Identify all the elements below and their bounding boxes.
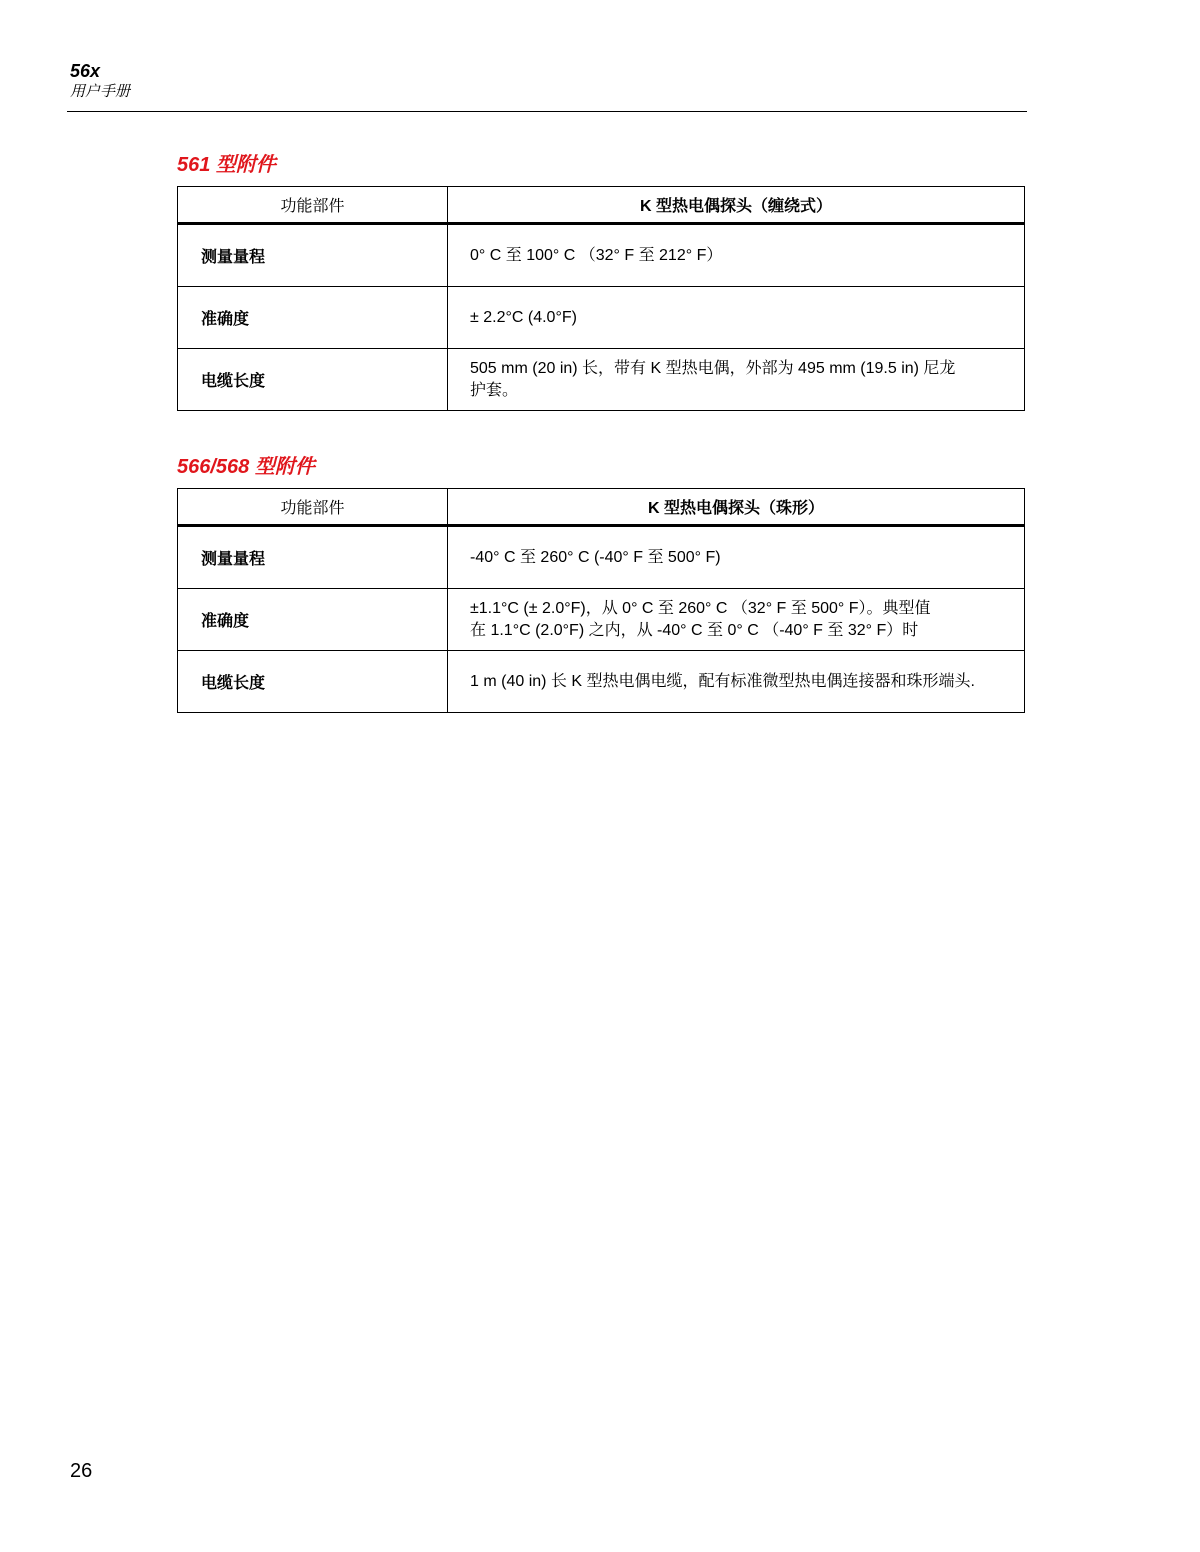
document-model: 56x: [70, 61, 101, 81]
table-row: [178, 224, 1025, 287]
row-label: 准确度: [178, 589, 448, 651]
table-header-row: [178, 187, 1025, 224]
column-header-feature: 功能部件: [178, 187, 448, 224]
table-header-row: [178, 489, 1025, 526]
row-label: 测量量程: [178, 224, 448, 287]
row-value: 1 m (40 in) 长 K 型热电偶电缆，配有标准微型热电偶连接器和珠形端头.: [448, 651, 1025, 713]
section-561-accessories: [177, 152, 1024, 411]
column-header-feature: 功能部件: [178, 489, 448, 526]
table-row: [178, 589, 1025, 651]
column-header-probe: K 型热电偶探头（珠形）: [448, 489, 1025, 526]
section-566-568-accessories: [177, 454, 1024, 713]
page-number: 26: [70, 1460, 93, 1482]
spec-table-561: [177, 186, 1025, 411]
row-label: 电缆长度: [178, 651, 448, 713]
section-title: 566/568 型附件: [177, 456, 315, 478]
row-value: ± 2.2°C (4.0°F): [448, 287, 1025, 349]
page-header: [70, 60, 1027, 102]
row-value: ±1.1°C (± 2.0°F)，从 0° C 至 260° C （32° F 至 500° F）。典型值 在 1.1°C (2.0°F) 之内，从 -40° C 至 0° C （-40° F 至 32° F）时: [448, 589, 1025, 651]
table-row: [178, 287, 1025, 349]
row-value: -40° C 至 260° C (-40° F 至 500° F): [448, 526, 1025, 589]
row-value: 0° C 至 100° C （32° F 至 212° F）: [448, 224, 1025, 287]
table-row: [178, 349, 1025, 411]
row-value: 505 mm (20 in) 长，带有 K 型热电偶，外部为 495 mm (19.5 in) 尼龙 护套。: [448, 349, 1025, 411]
document-subtitle: 用户手册: [70, 83, 131, 100]
row-label: 测量量程: [178, 526, 448, 589]
row-label: 准确度: [178, 287, 448, 349]
row-label: 电缆长度: [178, 349, 448, 411]
column-header-probe: K 型热电偶探头（缠绕式）: [448, 187, 1025, 224]
section-title: 561 型附件: [177, 154, 276, 176]
table-row: [178, 651, 1025, 713]
spec-table-566-568: [177, 488, 1025, 713]
table-row: [178, 526, 1025, 589]
header-rule: [67, 111, 1027, 112]
